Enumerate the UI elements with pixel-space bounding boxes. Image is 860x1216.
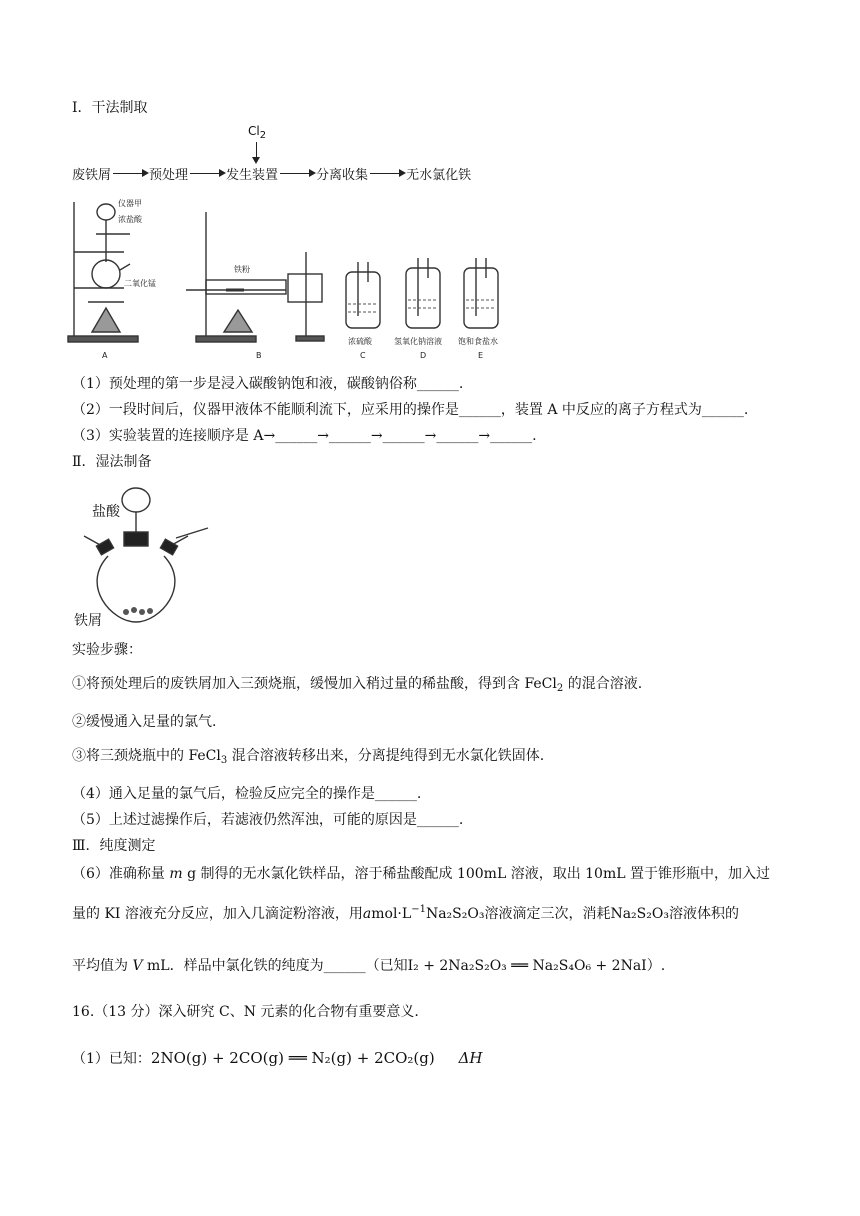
question-2: （2）一段时间后，仪器甲液体不能顺利流下，应采用的操作是______，装置 A 中反应的离子方程式为______.	[72, 402, 749, 418]
question-4: （4）通入足量的氯气后，检验反应完全的操作是______.	[72, 786, 422, 802]
flow-step-generator: 发生装置	[226, 168, 279, 183]
flow-step-product: 无水氯化铁	[406, 168, 472, 183]
label-d: D	[420, 351, 427, 360]
three-neck-flask-diagram	[72, 476, 222, 626]
label-naoh: 氢氧化钠溶液	[394, 337, 442, 346]
label-nongyansuan: 浓盐酸	[118, 215, 142, 224]
label-c: C	[360, 351, 366, 360]
question-16-1: （1）已知：2NO(g) + 2CO(g) ══ N₂(g) + 2CO₂(g) ΔH	[72, 1049, 483, 1067]
flow-arrow	[113, 173, 147, 174]
question-16: 16.（13 分）深入研究 C、N 元素的化合物有重要意义.	[72, 1004, 419, 1020]
step-2: ②缓慢通入足量的氯气.	[72, 714, 217, 730]
steps-title: 实验步骤：	[72, 642, 142, 658]
question-1: （1）预处理的第一步是浸入碳酸钠饱和液，碳酸钠俗称______.	[72, 376, 464, 392]
flow-step-collect: 分离收集	[316, 168, 369, 183]
label-iron-scrap: 铁屑	[74, 613, 102, 629]
label-nacl: 饱和食盐水	[458, 337, 498, 346]
process-flow	[72, 164, 471, 183]
question-6-line-1: （6）准确称量 m g 制得的无水氯化铁样品，溶于稀盐酸配成 100mL 溶液，取出 10mL 置于锥形瓶中，加入过	[72, 866, 770, 882]
label-yiqijia: 仪器甲	[118, 199, 142, 208]
step-3: ③将三颈烧瓶中的 FeCl$_3$ 混合溶液转移出来，分离提纯得到无水氯化铁固体.	[72, 748, 545, 766]
cl2-label: $Cl_2$	[248, 124, 267, 141]
flow-arrow	[280, 173, 314, 174]
apparatus-diagram	[66, 192, 516, 362]
cl2-arrow	[256, 142, 257, 160]
label-e: E	[478, 351, 484, 360]
step-1: ①将预处理后的废铁屑加入三颈烧瓶，缓慢加入稍过量的稀盐酸，得到含 FeCl$_2$ 的混合溶液.	[72, 676, 643, 694]
question-6-line-2: 量的 KI 溶液充分反应，加入几滴淀粉溶液，用$amol\cdot L^{-1}Na_2S_2O_3$溶液滴定三次，消耗Na₂S₂O₃溶液体积的	[72, 904, 739, 922]
label-mno2: 二氧化锰	[124, 279, 156, 288]
label-tiefen: 铁粉	[234, 265, 250, 274]
flow-arrow	[190, 173, 224, 174]
flow-step-pretreat: 预处理	[149, 168, 189, 183]
section-1-title: Ⅰ．干法制取	[72, 100, 148, 116]
flow-step-scrap: 废铁屑	[72, 168, 112, 183]
label-b: B	[256, 351, 262, 360]
section-3-title: Ⅲ．纯度测定	[72, 838, 156, 854]
question-5: （5）上述过滤操作后，若滤液仍然浑浊，可能的原因是______.	[72, 812, 464, 828]
label-nongliusuan: 浓硫酸	[348, 337, 372, 346]
question-6-line-3: 平均值为 V mL．样品中氯化铁的纯度为______（已知I₂ + 2Na₂S₂O₃ ══ Na₂S₄O₆ + 2NaI）.	[72, 958, 666, 974]
flow-arrow	[370, 173, 404, 174]
section-2-title: Ⅱ．湿法制备	[72, 454, 152, 470]
label-hcl: 盐酸	[92, 504, 120, 520]
label-a: A	[102, 351, 108, 360]
question-3: （3）实验装置的连接顺序是 A→______→______→______→______→______.	[72, 428, 537, 444]
